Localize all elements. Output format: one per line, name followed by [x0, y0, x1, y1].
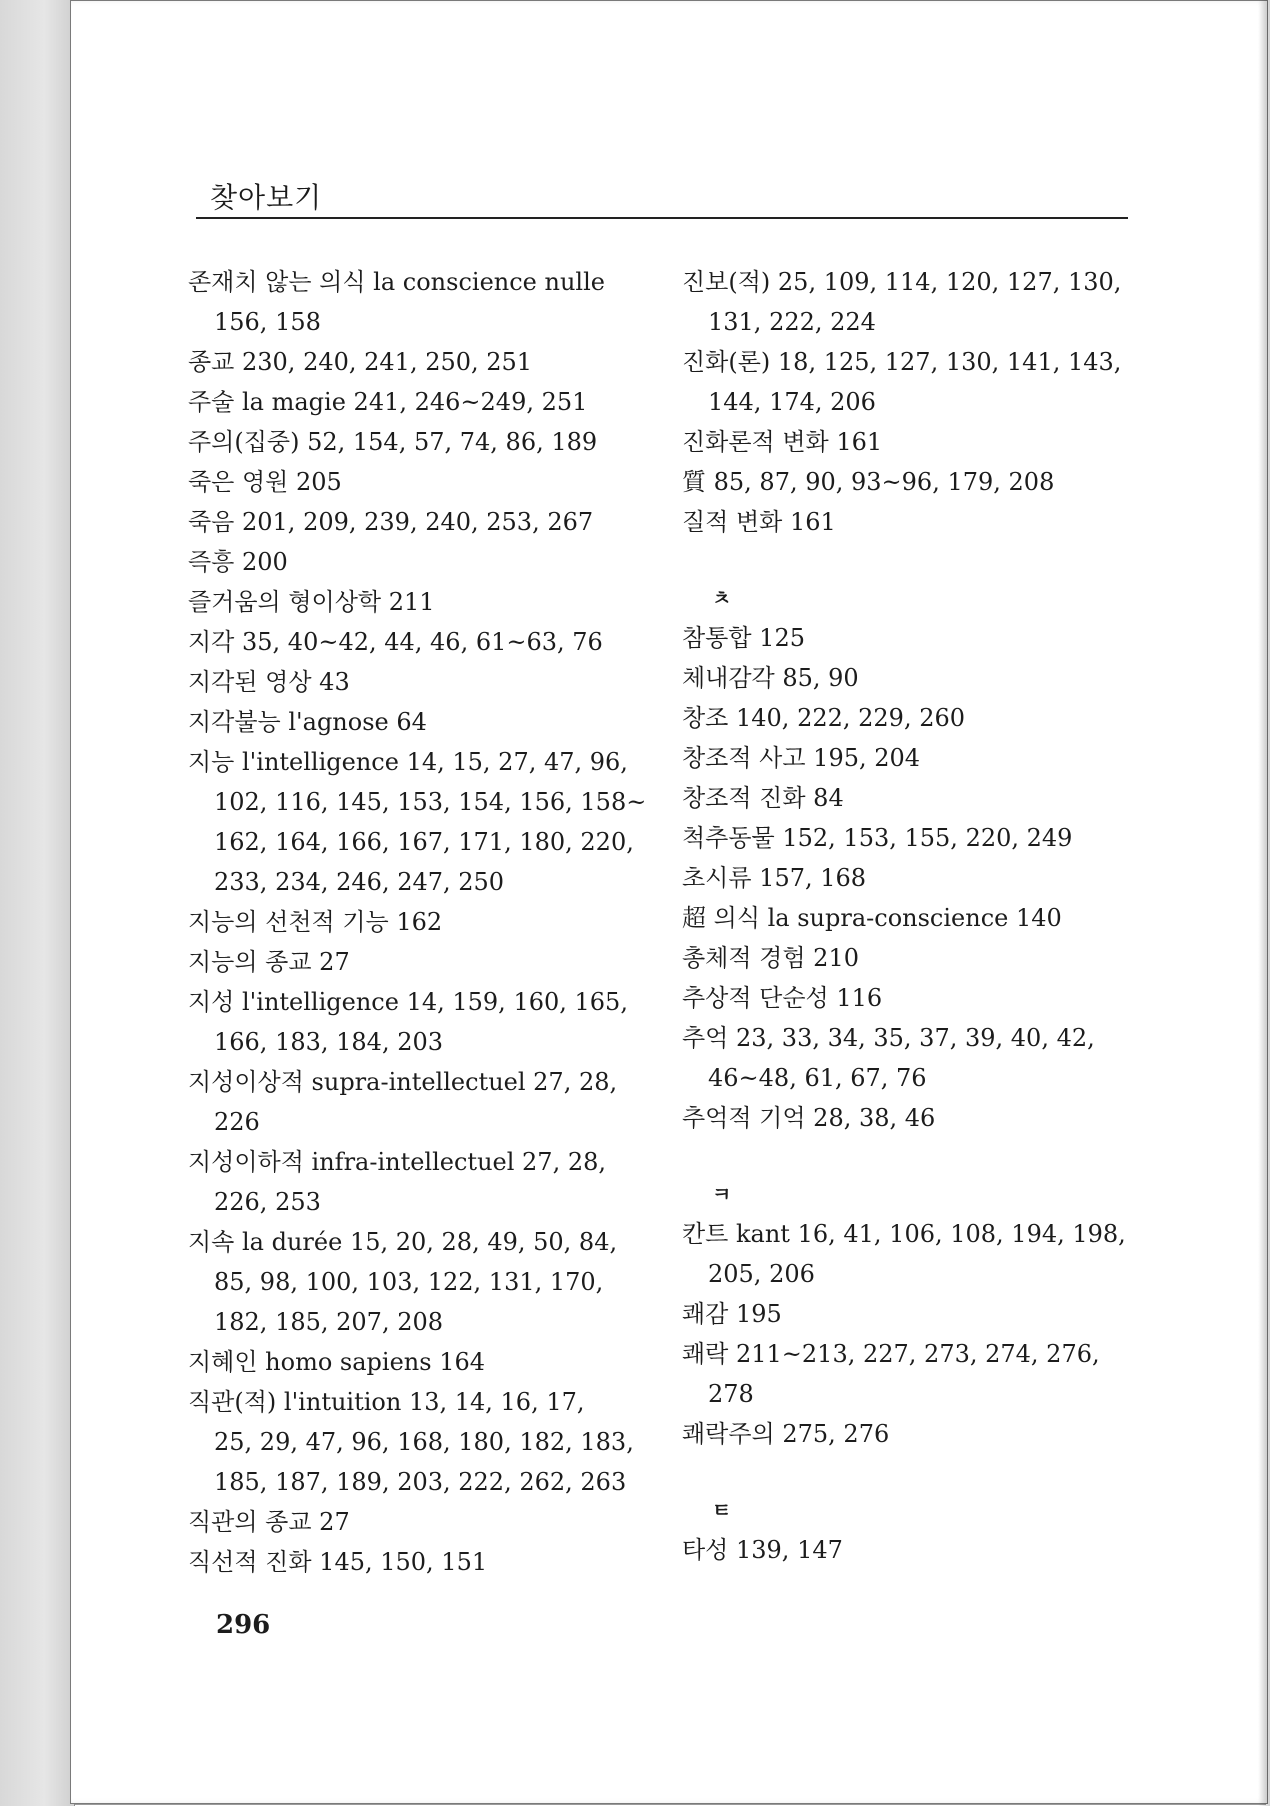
index-entry-continuation: 162, 164, 166, 167, 171, 180, 220, [214, 828, 634, 856]
index-entry [188, 1222, 658, 1342]
index-entry-term: 존재치 않는 의식 la conscience nulle [188, 268, 605, 296]
index-entry [682, 1214, 1142, 1294]
index-entry-term: 직선적 진화 145, 150, 151 [188, 1548, 488, 1576]
index-entry [188, 742, 658, 902]
index-entry-term: 지능의 선천적 기능 162 [188, 908, 443, 936]
index-entry [682, 698, 1142, 738]
index-entry-continuation: 182, 185, 207, 208 [214, 1308, 444, 1336]
index-entry-continuation: 278 [708, 1380, 754, 1408]
index-entry-continuation: 166, 183, 184, 203 [214, 1028, 444, 1056]
index-entry [188, 542, 658, 582]
index-entry-term: 지혜인 homo sapiens 164 [188, 1348, 486, 1376]
index-entry-term: 지성이상적 supra-intellectuel 27, 28, [188, 1068, 618, 1096]
index-entry [188, 622, 658, 662]
index-entry [188, 462, 658, 502]
index-entry [188, 382, 658, 422]
index-entry-term: 지각 35, 40~42, 44, 46, 61~63, 76 [188, 628, 603, 656]
index-entry [188, 422, 658, 462]
index-entry [682, 1098, 1142, 1138]
index-entry [682, 262, 1142, 342]
section-spacer [682, 1454, 1142, 1490]
index-entry [682, 978, 1142, 1018]
index-entry-term: 지속 la durée 15, 20, 28, 49, 50, 84, [188, 1228, 618, 1256]
index-entry [682, 422, 1142, 462]
index-entry-term: 지각불능 l'agnose 64 [188, 708, 427, 736]
index-entry-continuation: 226, 253 [214, 1188, 321, 1216]
index-entry-term: 진보(적) 25, 109, 114, 120, 127, 130, [682, 268, 1122, 296]
index-entry-continuation: 156, 158 [214, 308, 321, 336]
index-entry-term: 추억 23, 33, 34, 35, 37, 39, 40, 42, [682, 1024, 1095, 1052]
section-spacer [682, 1138, 1142, 1174]
index-entry-continuation: 46~48, 61, 67, 76 [708, 1064, 927, 1092]
index-entry-continuation: 85, 98, 100, 103, 122, 131, 170, [214, 1268, 604, 1296]
index-entry-continuation: 144, 174, 206 [708, 388, 876, 416]
index-entry [682, 738, 1142, 778]
index-entry [188, 262, 658, 342]
index-entry-term: 지각된 영상 43 [188, 668, 350, 696]
index-entry [682, 342, 1142, 422]
index-entry-term: 지능 l'intelligence 14, 15, 27, 47, 96, [188, 748, 628, 776]
index-entry-term: 진화(론) 18, 125, 127, 130, 141, 143, [682, 348, 1122, 376]
section-letter-heading: ㅋ [712, 1182, 732, 1206]
index-entry-continuation: 25, 29, 47, 96, 168, 180, 182, 183, [214, 1428, 634, 1456]
index-entry-term: 체내감각 85, 90 [682, 664, 859, 692]
index-entry-continuation: 131, 222, 224 [708, 308, 876, 336]
index-entry-term: 창조적 사고 195, 204 [682, 744, 921, 772]
index-entry-term: 질적 변화 161 [682, 508, 836, 536]
index-entry-term: 쾌락주의 275, 276 [682, 1420, 890, 1448]
index-entry [682, 658, 1142, 698]
index-entry-continuation: 226 [214, 1108, 260, 1136]
index-entry [188, 1342, 658, 1382]
section-letter-heading: ㅊ [712, 586, 732, 610]
section-spacer [682, 542, 1142, 578]
index-entry-term: 추상적 단순성 116 [682, 984, 883, 1012]
index-entry [188, 1142, 658, 1222]
index-entry-term: 칸트 kant 16, 41, 106, 108, 194, 198, [682, 1220, 1126, 1248]
index-entry [682, 618, 1142, 658]
page-edge-shadow [1258, 0, 1270, 1806]
index-entry [188, 942, 658, 982]
section-letter-heading: ㅌ [712, 1498, 732, 1522]
index-entry [188, 1062, 658, 1142]
index-entry-term: 주의(집중) 52, 154, 57, 74, 86, 189 [188, 428, 598, 456]
index-left-column [188, 262, 658, 1582]
index-entry [682, 858, 1142, 898]
index-entry [188, 1502, 658, 1542]
index-entry [682, 778, 1142, 818]
index-entry [682, 1294, 1142, 1334]
index-entry-term: 창조적 진화 84 [682, 784, 844, 812]
index-entry [682, 1334, 1142, 1414]
index-entry [682, 1530, 1142, 1570]
index-entry-continuation: 102, 116, 145, 153, 154, 156, 158~ [214, 788, 647, 816]
page-title: 찾아보기 [210, 181, 323, 214]
index-entry [188, 502, 658, 542]
index-entry-term: 지능의 종교 27 [188, 948, 350, 976]
index-entry [188, 702, 658, 742]
index-entry-term: 쾌락 211~213, 227, 273, 274, 276, [682, 1340, 1100, 1368]
index-entry-term: 종교 230, 240, 241, 250, 251 [188, 348, 533, 376]
index-entry [682, 1414, 1142, 1454]
index-entry-term: 초시류 157, 168 [682, 864, 867, 892]
index-entry [682, 898, 1142, 938]
index-entry-term: 척추동물 152, 153, 155, 220, 249 [682, 824, 1073, 852]
index-entry-continuation: 205, 206 [708, 1260, 815, 1288]
page-number: 296 [216, 1610, 271, 1640]
index-entry-term: 직관의 종교 27 [188, 1508, 350, 1536]
book-spine [0, 0, 75, 1806]
index-entry [682, 502, 1142, 542]
index-entry-term: 지성 l'intelligence 14, 159, 160, 165, [188, 988, 628, 1016]
index-entry-term: 추억적 기억 28, 38, 46 [682, 1104, 936, 1132]
index-entry-term: 진화론적 변화 161 [682, 428, 883, 456]
index-entry-term: 죽은 영원 205 [188, 468, 342, 496]
index-entry-term: 총체적 경험 210 [682, 944, 859, 972]
index-entry [682, 1018, 1142, 1098]
index-entry-term: 즉흥 200 [188, 548, 288, 576]
index-entry-term: 죽음 201, 209, 239, 240, 253, 267 [188, 508, 594, 536]
index-entry [188, 1382, 658, 1502]
index-entry-term: 超 의식 la supra-conscience 140 [682, 904, 1062, 932]
index-entry-continuation: 185, 187, 189, 203, 222, 262, 263 [214, 1468, 627, 1496]
index-entry [682, 818, 1142, 858]
index-entry-term: 창조 140, 222, 229, 260 [682, 704, 966, 732]
index-entry [188, 662, 658, 702]
index-entry [188, 1542, 658, 1582]
index-entry-term: 타성 139, 147 [682, 1536, 843, 1564]
index-entry-term: 직관(적) l'intuition 13, 14, 16, 17, [188, 1388, 585, 1416]
index-entry-term: 지성이하적 infra-intellectuel 27, 28, [188, 1148, 607, 1176]
index-entry [682, 938, 1142, 978]
index-entry-term: 쾌감 195 [682, 1300, 782, 1328]
index-entry [188, 982, 658, 1062]
index-entry-term: 즐거움의 형이상학 211 [188, 588, 435, 616]
index-entry-term: 주술 la magie 241, 246~249, 251 [188, 388, 588, 416]
index-entry-term: 참통합 125 [682, 624, 805, 652]
index-entry [188, 342, 658, 382]
index-right-column [682, 262, 1142, 1570]
index-entry-continuation: 233, 234, 246, 247, 250 [214, 868, 505, 896]
index-entry-term: 質 85, 87, 90, 93~96, 179, 208 [682, 468, 1055, 496]
index-entry [188, 902, 658, 942]
header-rule [196, 217, 1128, 219]
index-entry [682, 462, 1142, 502]
index-entry [188, 582, 658, 622]
